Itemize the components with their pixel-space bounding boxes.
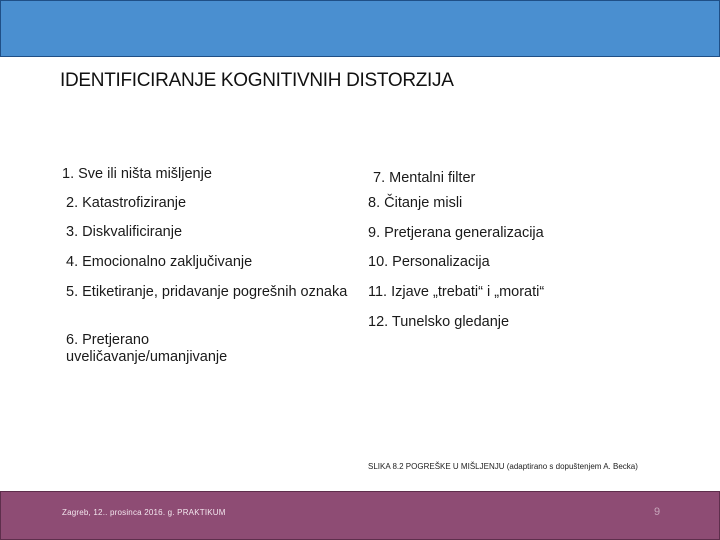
list-item: 7. Mentalni filter xyxy=(373,170,476,186)
list-item: 9. Pretjerana generalizacija xyxy=(368,225,544,241)
list-item: 6. Pretjerano uveličavanje/umanjivanje xyxy=(66,332,228,365)
list-item: 8. Čitanje misli xyxy=(368,195,463,211)
figure-caption: SLIKA 8.2 POGREŠKE U MIŠLJENJU (adaptirano s dopuštenjem A. Becka) xyxy=(368,462,638,471)
list-item: 2. Katastrofiziranje xyxy=(66,195,187,211)
header-band xyxy=(0,0,720,57)
list-item: 10. Personalizacija xyxy=(368,254,490,270)
list-item: 1. Sve ili ništa mišljenje xyxy=(62,166,212,182)
slide-title: IDENTIFICIRANJE KOGNITIVNIH DISTORZIJA xyxy=(60,70,454,91)
page-number: 9 xyxy=(654,506,661,518)
list-item: 12. Tunelsko gledanje xyxy=(368,314,510,330)
footer-text: Zagreb, 12.. prosinca 2016. g. PRAKTIKUM xyxy=(62,508,226,517)
list-item: 11. Izjave „trebati“ i „morati“ xyxy=(368,284,545,300)
list-item: 4. Emocionalno zaključivanje xyxy=(66,254,253,270)
list-item: 3. Diskvalificiranje xyxy=(66,224,183,240)
list-item: 5. Etiketiranje, pridavanje pogrešnih oznaka xyxy=(66,284,348,300)
